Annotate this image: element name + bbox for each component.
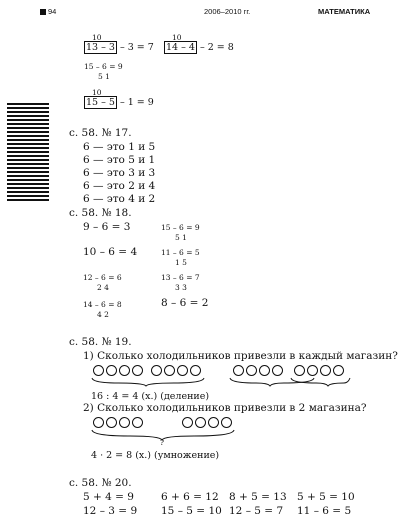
s19-question-1: 1) Сколько холодильников привезли в каждый магазин? [83,350,398,362]
s20-r1-c2: 6 + 6 = 12 [161,491,219,503]
circle-icon [208,417,219,428]
section-20-title: с. 58. № 20. [69,477,132,489]
s18-right-2: 11 – 6 = 5 [161,248,200,257]
circle-icon [164,365,175,376]
s19-question-2: 2) Сколько холодильников привезли в 2 магазина? [83,402,367,414]
circle-icon [119,365,130,376]
expr2-rest: – 2 = 8 [199,42,234,53]
expr3-decomposition: 5 1 [98,72,110,81]
s18-right-1-decomposition: 5 1 [175,233,187,242]
s18-left-1: 9 – 6 = 3 [83,221,131,233]
s18-right-4: 8 – 6 = 2 [161,297,209,309]
circle-icon [195,417,206,428]
circle-icon [221,417,232,428]
circle-icon [233,365,244,376]
circle-icon [333,365,344,376]
s18-right-3: 13 – 6 = 7 [161,273,200,282]
page-marker-icon [40,9,46,15]
s18-right-3-decomposition: 3 3 [175,283,187,292]
s19-answer-1: 16 : 4 = 4 (х.) (деление) [91,391,210,402]
s20-r2-c3: 12 – 5 = 7 [229,505,284,517]
section-19-title: с. 58. № 19. [69,336,132,348]
circle-icon [246,365,257,376]
s20-r2-c1: 12 – 3 = 9 [83,505,138,517]
circle-icon [320,365,331,376]
total-brace [90,429,240,441]
circle-icon [177,365,188,376]
header-subject: МАТЕМАТИКА [318,7,371,16]
circle-icon [307,365,318,376]
expr1-superscript: 10 [92,33,102,42]
s18-left-4: 14 – 6 = 8 [83,300,122,309]
expr3: 15 – 6 = 9 [84,62,123,71]
s20-r1-c3: 8 + 5 = 13 [229,491,287,503]
page-number-text: 94 [48,7,57,16]
decorative-stripes [7,103,49,202]
expr2-superscript: 10 [172,33,182,42]
section-18-title: с. 58. № 18. [69,207,132,219]
circle-icon [132,365,143,376]
s17-line: 6 — это 4 и 2 [83,193,156,205]
circle-icon [93,417,104,428]
circle-icon [259,365,270,376]
expr4-box: 15 – 5 [86,97,115,108]
s18-left-2: 10 – 6 = 4 [83,246,138,258]
s18-left-4-decomposition: 4 2 [97,310,109,319]
s20-r2-c2: 15 – 5 = 10 [161,505,222,517]
s19-answer-2: 4 · 2 = 8 (х.) (умножение) [91,450,220,461]
page-number [40,7,56,16]
s18-right-2-decomposition: 1 5 [175,258,187,267]
unknown-mark: ? [160,438,165,447]
circle-icon [272,365,283,376]
s18-left-3: 12 – 6 = 6 [83,273,122,282]
s20-r2-c4: 11 – 6 = 5 [297,505,352,517]
circle-icon [294,365,305,376]
s18-left-3-decomposition: 2 4 [97,283,109,292]
s17-line: 6 — это 2 и 4 [83,180,156,192]
circle-icon [106,417,117,428]
expr4-rest: – 1 = 9 [119,97,154,108]
circle-icon [132,417,143,428]
s17-line: 6 — это 5 и 1 [83,154,156,166]
circle-icon [106,365,117,376]
s17-line: 6 — это 3 и 3 [83,167,156,179]
expr2 [164,42,234,53]
circle-icon [151,365,162,376]
circle-icon [190,365,201,376]
section-17-title: с. 58. № 17. [69,127,132,139]
expr1 [84,42,154,53]
s17-line: 6 — это 1 и 5 [83,141,156,153]
s20-r1-c4: 5 + 5 = 10 [297,491,355,503]
group-braces-right [90,377,355,387]
expr1-box: 13 – 3 [86,42,115,53]
expr1-rest: – 3 = 7 [119,42,154,53]
expr4-superscript: 10 [92,88,102,97]
expr2-box: 14 – 4 [166,42,195,53]
circle-icon [182,417,193,428]
circle-icon [119,417,130,428]
circle-icon [93,365,104,376]
s20-r1-c1: 5 + 4 = 9 [83,491,134,503]
s18-right-1: 15 – 6 = 9 [161,223,200,232]
header-years: 2006–2010 гг. [204,7,251,16]
expr4 [84,97,154,108]
